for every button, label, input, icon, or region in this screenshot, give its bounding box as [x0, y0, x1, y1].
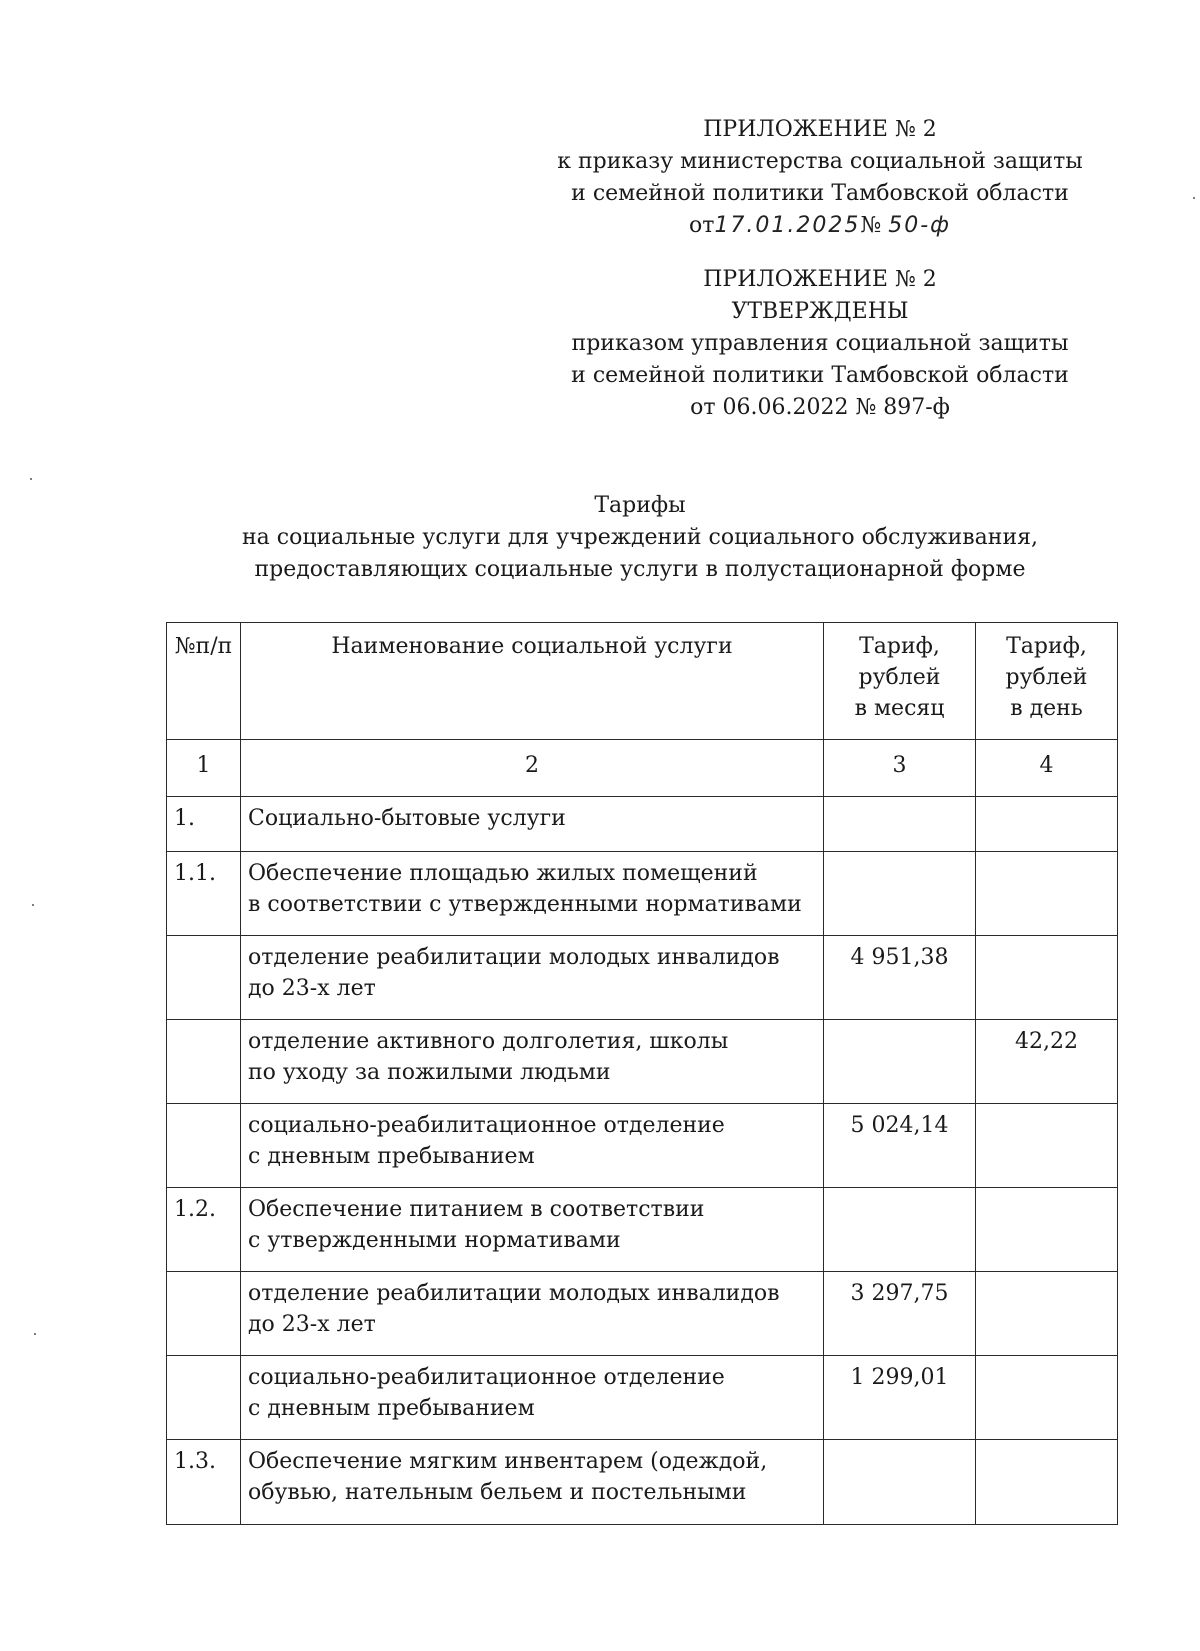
scan-speck: [34, 1333, 36, 1335]
row-service-name: Обеспечение мягким инвентарем (одеждой, обувью, нательным бельем и постельными: [241, 1440, 824, 1525]
row-number: 1.: [167, 797, 241, 852]
row-tariff-day: [976, 1188, 1118, 1272]
table-row: [167, 1356, 1118, 1440]
row-service-name: отделение реабилитации молодых инвалидов до 23-х лет: [241, 936, 824, 1020]
row-number: [167, 1356, 241, 1440]
row-number: [167, 1272, 241, 1356]
table-row: [167, 1188, 1118, 1272]
table-row: [167, 1272, 1118, 1356]
table-header-row: [167, 623, 1118, 740]
title-line-1: Тарифы: [594, 493, 686, 518]
row-number: [167, 1020, 241, 1104]
table-row: [167, 797, 1118, 852]
appendix-header-original: [540, 264, 1100, 424]
handwritten-number: 50-ф: [888, 213, 951, 238]
row-service-name: отделение реабилитации молодых инвалидов до 23-х лет: [241, 1272, 824, 1356]
column-number: 4: [976, 740, 1118, 797]
row-number: 1.3.: [167, 1440, 241, 1525]
row-tariff-month: 3 297,75: [824, 1272, 976, 1356]
row-tariff-month: [824, 1440, 976, 1525]
row-tariff-day: [976, 1356, 1118, 1440]
row-tariff-month: 4 951,38: [824, 936, 976, 1020]
column-number: 2: [241, 740, 824, 797]
table-row: [167, 1020, 1118, 1104]
approved-line-1: приказом управления социальной защиты: [571, 331, 1069, 356]
row-service-name: Социально-бытовые услуги: [241, 797, 824, 852]
row-service-name: Обеспечение площадью жилых помещений в соответствии с утвержденными нормативами: [241, 852, 824, 936]
appendix-date-line: [540, 210, 1100, 242]
row-tariff-month: [824, 1188, 976, 1272]
row-tariff-day: [976, 1104, 1118, 1188]
column-number: 1: [167, 740, 241, 797]
row-service-name: Обеспечение питанием в соответствии с утвержденными нормативами: [241, 1188, 824, 1272]
handwritten-date: 17.01.2025: [714, 213, 861, 238]
row-tariff-month: 5 024,14: [824, 1104, 976, 1188]
row-tariff-day: [976, 936, 1118, 1020]
row-tariff-day: [976, 1440, 1118, 1525]
header-tariff-day: Тариф, рублей в день: [976, 623, 1118, 740]
approved-line-3: от 06.06.2022 № 897-ф: [690, 395, 950, 420]
row-tariff-day: [976, 852, 1118, 936]
row-service-name: отделение активного долголетия, школы по уходу за пожилыми людьми: [241, 1020, 824, 1104]
number-sign: №: [860, 213, 882, 238]
row-service-name: социально-реабилитационное отделение с дневным пребыванием: [241, 1104, 824, 1188]
table-row: [167, 936, 1118, 1020]
row-tariff-day: 42,22: [976, 1020, 1118, 1104]
row-number: [167, 1104, 241, 1188]
appendix-header-current: [540, 114, 1100, 242]
row-tariff-month: 1 299,01: [824, 1356, 976, 1440]
row-tariff-day: [976, 797, 1118, 852]
scan-speck: [32, 904, 34, 906]
header-service-name: Наименование социальной услуги: [241, 623, 824, 740]
scan-speck: [30, 478, 32, 480]
column-number: 3: [824, 740, 976, 797]
header-tariff-month: Тариф, рублей в месяц: [824, 623, 976, 740]
row-tariff-month: [824, 1020, 976, 1104]
scan-speck: [1193, 197, 1195, 199]
date-prefix: от: [689, 213, 715, 238]
appendix2-title: ПРИЛОЖЕНИЕ № 2: [703, 267, 937, 292]
row-number: [167, 936, 241, 1020]
document-title: [150, 490, 1130, 586]
row-tariff-day: [976, 1272, 1118, 1356]
appendix-order-line-2: и семейной политики Тамбовской области: [571, 181, 1069, 206]
row-service-name: социально-реабилитационное отделение с дневным пребыванием: [241, 1356, 824, 1440]
header-number: №п/п: [167, 623, 241, 740]
tariffs-table: [166, 622, 1118, 1525]
appendix-order-line-1: к приказу министерства социальной защиты: [557, 149, 1083, 174]
row-number: 1.1.: [167, 852, 241, 936]
table-row: [167, 1104, 1118, 1188]
row-number: 1.2.: [167, 1188, 241, 1272]
row-tariff-month: [824, 797, 976, 852]
title-line-2: на социальные услуги для учреждений социального обслуживания,: [242, 525, 1038, 550]
approved-label: УТВЕРЖДЕНЫ: [731, 299, 909, 324]
table-row: [167, 1440, 1118, 1525]
appendix-title: ПРИЛОЖЕНИЕ № 2: [703, 117, 937, 142]
table-row: [167, 852, 1118, 936]
approved-line-2: и семейной политики Тамбовской области: [571, 363, 1069, 388]
table-column-numbers-row: [167, 740, 1118, 797]
title-line-3: предоставляющих социальные услуги в полустационарной форме: [254, 557, 1026, 582]
row-tariff-month: [824, 852, 976, 936]
